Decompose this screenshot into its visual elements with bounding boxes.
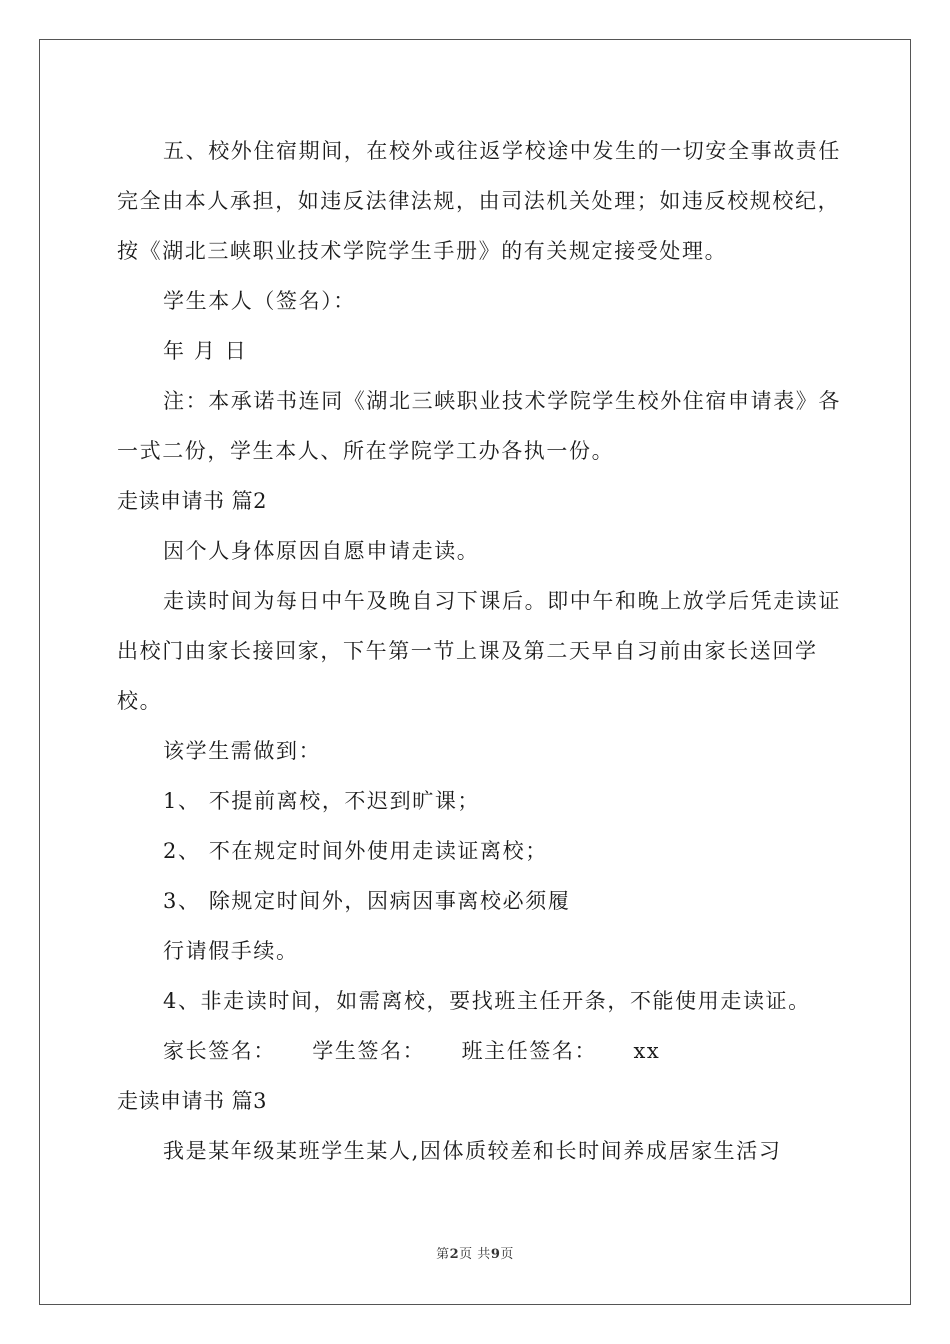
paragraph-reason: 因个人身体原因自愿申请走读。	[163, 539, 480, 563]
list-item-1: 1、 不提前离校，不迟到旷课；	[163, 789, 481, 813]
section-heading-2: 走读申请书 篇2	[117, 489, 268, 513]
paragraph-schedule: 走读时间为每日中午及晚自习下课后。即中午和晚上放学后凭走读证出校门由家长接回家，下午第一节上课及第二天早自习前由家长送回学校。	[117, 589, 841, 713]
student-signature-line: 学生本人（签名）：	[163, 289, 356, 313]
parent-signature-label: 家长签名：	[163, 1039, 276, 1063]
list-item-3: 3、 除规定时间外，因病因事离校必须履	[163, 889, 571, 913]
list-item-3-continued: 行请假手续。	[163, 939, 299, 963]
footer-suffix: 页	[500, 1247, 514, 1262]
teacher-signature-label: 班主任签名：	[461, 1039, 598, 1063]
date-line: 年 月 日	[163, 339, 248, 363]
page-footer	[0, 1243, 950, 1262]
signature-line	[117, 1026, 847, 1076]
footer-mid: 页 共	[459, 1247, 491, 1262]
list-item-4: 4、非走读时间，如需离校，要找班主任开条，不能使用走读证。	[163, 989, 811, 1013]
note-paragraph: 注：本承诺书连同《湖北三峡职业技术学院学生校外住宿申请表》各一式二份，学生本人、所在学院学工办各执一份。	[117, 389, 841, 463]
list-item-2: 2、 不在规定时间外使用走读证离校；	[163, 839, 548, 863]
document-body	[117, 126, 847, 1176]
footer-prefix: 第	[436, 1247, 450, 1262]
signature-value: xx	[633, 1039, 661, 1063]
paragraph-clause-five: 五、校外住宿期间，在校外或往返学校途中发生的一切安全事故责任完全由本人承担，如违反法律法规，由司法机关处理；如违反校规校纪，按《湖北三峡职业技术学院学生手册》的有关规定接受处理。	[117, 139, 841, 263]
paragraph-requirements-intro: 该学生需做到：	[163, 739, 322, 763]
paragraph-intro-3: 我是某年级某班学生某人,因体质较差和长时间养成居家生活习	[163, 1139, 782, 1163]
student-signature-label: 学生签名：	[312, 1039, 426, 1063]
footer-total-pages: 9	[490, 1247, 501, 1262]
footer-page-number: 2	[449, 1247, 460, 1262]
section-heading-3: 走读申请书 篇3	[117, 1089, 268, 1113]
